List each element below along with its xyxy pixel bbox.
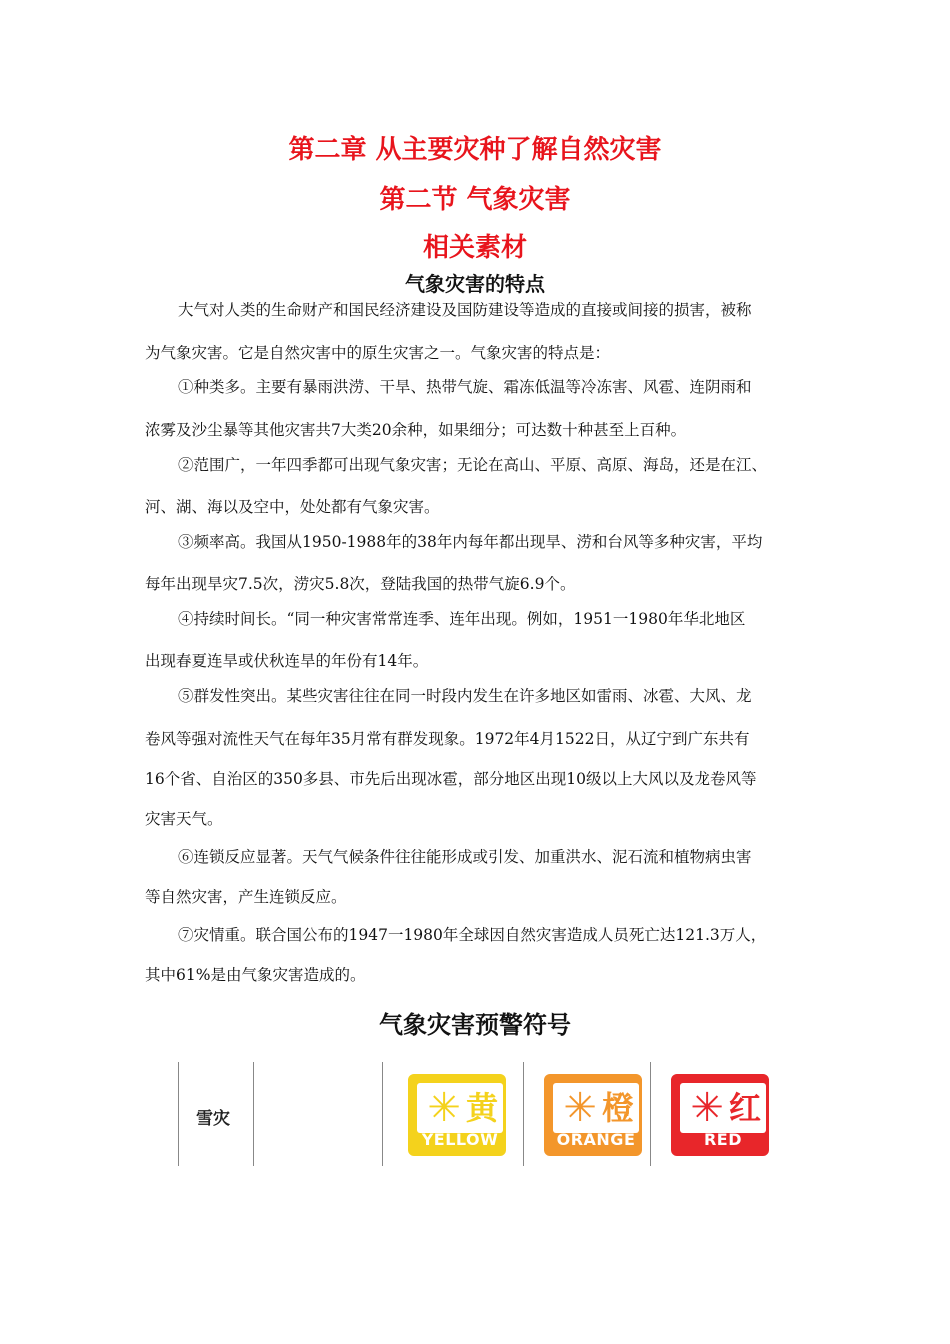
paragraph-line: ③频率高。我国从1950-1988年的38年内每年都出现旱、涝和台风等多种灾害，平均 bbox=[178, 533, 763, 551]
paragraph-line: 16个省、自治区的350多县、市先后出现冰雹，部分地区出现10级以上大风以及龙卷风等 bbox=[145, 770, 757, 788]
table-divider bbox=[650, 1062, 651, 1166]
table-divider bbox=[523, 1062, 524, 1166]
paragraph-line: 卷风等强对流性天气在每年35月常有群发现象。1972年4月1522日，从辽宁到广东共有 bbox=[145, 730, 750, 748]
paragraph-line: 浓雾及沙尘暴等其他灾害共7大类20余种，如果细分；可达数十种甚至上百种。 bbox=[145, 421, 687, 439]
paragraph-line: 出现春夏连旱或伏秋连旱的年份有14年。 bbox=[145, 652, 429, 670]
table-divider bbox=[382, 1062, 383, 1166]
paragraph-line: ⑥连锁反应显著。天气气候条件往往能形成或引发、加重洪水、泥石流和植物病虫害 bbox=[178, 848, 752, 866]
paragraph-line: 每年出现旱灾7.5次，涝灾5.8次，登陆我国的热带气旋6.9个。 bbox=[145, 575, 576, 593]
paragraph-line: 河、湖、海以及空中，处处都有气象灾害。 bbox=[145, 498, 440, 516]
badge-char: 橙 bbox=[601, 1089, 634, 1127]
paragraph-line: 灾害天气。 bbox=[145, 810, 223, 828]
paragraph-line: ①种类多。主要有暴雨洪涝、干旱、热带气旋、霜冻低温等冷冻害、风雹、连阴雨和 bbox=[178, 378, 752, 396]
badge-char: 黄 bbox=[465, 1089, 498, 1127]
badge-char: 红 bbox=[728, 1089, 761, 1127]
material-title: 相关素材 bbox=[422, 233, 527, 263]
paragraph-line: 其中61%是由气象灾害造成的。 bbox=[145, 966, 366, 984]
paragraph-line: 等自然灾害，产生连锁反应。 bbox=[145, 888, 347, 906]
section-title: 第二节 气象灾害 bbox=[379, 185, 571, 215]
table-divider bbox=[178, 1062, 179, 1166]
badge-level-label: YELLOW bbox=[421, 1130, 499, 1149]
snowflake-icon: ✳ bbox=[563, 1085, 597, 1131]
chapter-title: 第二章 从主要灾种了解自然灾害 bbox=[288, 135, 662, 165]
red-warning-badge bbox=[671, 1074, 769, 1156]
paragraph-line: 为气象灾害。它是自然灾害中的原生灾害之一。气象灾害的特点是： bbox=[145, 344, 611, 362]
badge-level-label: ORANGE bbox=[556, 1130, 636, 1149]
paragraph-line: 大气对人类的生命财产和国民经济建设及国防建设等造成的直接或间接的损害，被称 bbox=[178, 301, 752, 319]
warning-symbol-table bbox=[178, 1062, 778, 1166]
snowflake-icon: ✳ bbox=[690, 1085, 724, 1131]
paragraph-line: ⑤群发性突出。某些灾害往往在同一时段内发生在许多地区如雷雨、冰雹、大风、龙 bbox=[178, 687, 752, 705]
badge-level-label: RED bbox=[703, 1130, 743, 1149]
article-heading: 气象灾害的特点 bbox=[405, 272, 545, 296]
yellow-warning-badge bbox=[408, 1074, 506, 1156]
warning-heading: 气象灾害预警符号 bbox=[379, 1011, 571, 1039]
table-divider bbox=[253, 1062, 254, 1166]
paragraph-line: ④持续时间长。“同一种灾害常常连季、连年出现。例如，1951一1980年华北地区 bbox=[178, 610, 746, 628]
snow-disaster-label: 雪灾 bbox=[196, 1109, 230, 1129]
paragraph-line: ②范围广，一年四季都可出现气象灾害；无论在高山、平原、高原、海岛，还是在江、 bbox=[178, 456, 768, 474]
paragraph-line: ⑦灾情重。联合国公布的1947一1980年全球因自然灾害造成人员死亡达121.3万人， bbox=[178, 926, 767, 944]
snowflake-icon: ✳ bbox=[427, 1085, 461, 1131]
orange-warning-badge bbox=[544, 1074, 642, 1156]
